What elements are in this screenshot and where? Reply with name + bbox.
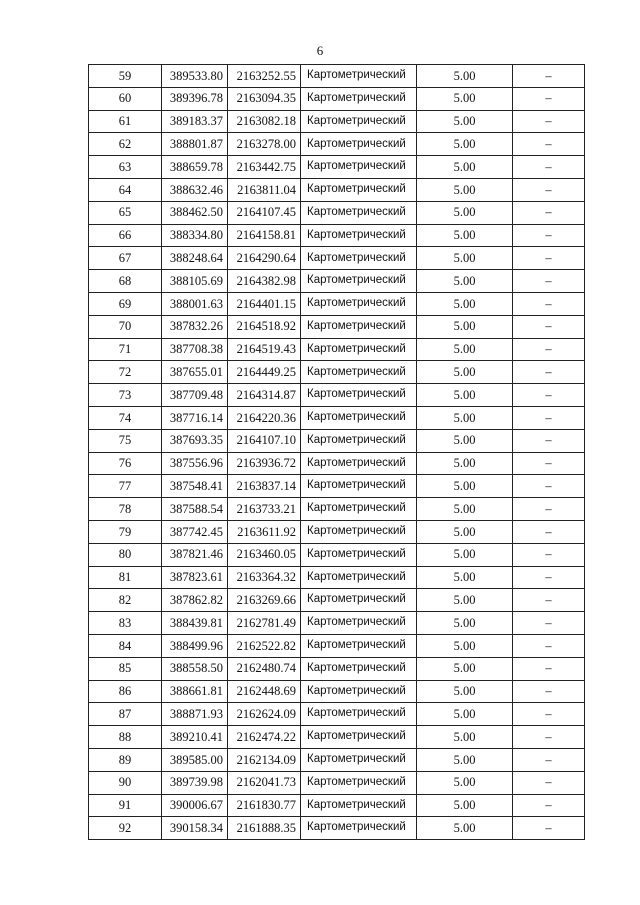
point-number-cell: 83: [89, 612, 162, 635]
method-cell: Картометрический: [301, 315, 417, 338]
table-row: [89, 133, 585, 156]
precision-cell: 5.00: [417, 817, 513, 840]
method-cell: Картометрический: [301, 270, 417, 293]
x-coordinate-cell: 387832.26: [162, 315, 228, 338]
extra-cell: –: [513, 543, 585, 566]
extra-cell: –: [513, 429, 585, 452]
point-number-cell: 66: [89, 224, 162, 247]
point-number-cell: 60: [89, 87, 162, 110]
precision-cell: 5.00: [417, 657, 513, 680]
table-row: [89, 543, 585, 566]
x-coordinate-cell: 387823.61: [162, 566, 228, 589]
method-cell: Картометрический: [301, 110, 417, 133]
precision-cell: 5.00: [417, 566, 513, 589]
method-cell: Картометрический: [301, 338, 417, 361]
y-coordinate-cell: 2162448.69: [228, 680, 301, 703]
table-row: [89, 589, 585, 612]
x-coordinate-cell: 387716.14: [162, 406, 228, 429]
point-number-cell: 72: [89, 361, 162, 384]
precision-cell: 5.00: [417, 315, 513, 338]
x-coordinate-cell: 388248.64: [162, 247, 228, 270]
y-coordinate-cell: 2163082.18: [228, 110, 301, 133]
table-row: [89, 156, 585, 179]
extra-cell: –: [513, 178, 585, 201]
method-cell: Картометрический: [301, 65, 417, 88]
extra-cell: –: [513, 224, 585, 247]
extra-cell: –: [513, 201, 585, 224]
point-number-cell: 86: [89, 680, 162, 703]
y-coordinate-cell: 2162781.49: [228, 612, 301, 635]
method-cell: Картометрический: [301, 657, 417, 680]
table-row: [89, 247, 585, 270]
extra-cell: –: [513, 703, 585, 726]
y-coordinate-cell: 2163364.32: [228, 566, 301, 589]
x-coordinate-cell: 387693.35: [162, 429, 228, 452]
y-coordinate-cell: 2163611.92: [228, 520, 301, 543]
y-coordinate-cell: 2163278.00: [228, 133, 301, 156]
y-coordinate-cell: 2164220.36: [228, 406, 301, 429]
extra-cell: –: [513, 247, 585, 270]
y-coordinate-cell: 2162474.22: [228, 726, 301, 749]
extra-cell: –: [513, 657, 585, 680]
y-coordinate-cell: 2164107.10: [228, 429, 301, 452]
method-cell: Картометрический: [301, 361, 417, 384]
precision-cell: 5.00: [417, 520, 513, 543]
method-cell: Картометрический: [301, 520, 417, 543]
page-number: 6: [316, 43, 324, 58]
point-number-cell: 71: [89, 338, 162, 361]
table-row: [89, 292, 585, 315]
precision-cell: 5.00: [417, 703, 513, 726]
point-number-cell: 65: [89, 201, 162, 224]
point-number-cell: 59: [89, 65, 162, 88]
x-coordinate-cell: 389183.37: [162, 110, 228, 133]
x-coordinate-cell: 388871.93: [162, 703, 228, 726]
extra-cell: –: [513, 726, 585, 749]
point-number-cell: 70: [89, 315, 162, 338]
x-coordinate-cell: 388632.46: [162, 178, 228, 201]
table-row: [89, 634, 585, 657]
precision-cell: 5.00: [417, 178, 513, 201]
extra-cell: –: [513, 270, 585, 293]
precision-cell: 5.00: [417, 270, 513, 293]
y-coordinate-cell: 2164107.45: [228, 201, 301, 224]
extra-cell: –: [513, 771, 585, 794]
point-number-cell: 91: [89, 794, 162, 817]
extra-cell: –: [513, 110, 585, 133]
extra-cell: –: [513, 452, 585, 475]
precision-cell: 5.00: [417, 338, 513, 361]
method-cell: Картометрический: [301, 589, 417, 612]
precision-cell: 5.00: [417, 361, 513, 384]
precision-cell: 5.00: [417, 384, 513, 407]
extra-cell: –: [513, 65, 585, 88]
table-row: [89, 270, 585, 293]
x-coordinate-cell: 387655.01: [162, 361, 228, 384]
precision-cell: 5.00: [417, 201, 513, 224]
extra-cell: –: [513, 133, 585, 156]
point-number-cell: 85: [89, 657, 162, 680]
table-row: [89, 475, 585, 498]
x-coordinate-cell: 388001.63: [162, 292, 228, 315]
method-cell: Картометрический: [301, 726, 417, 749]
y-coordinate-cell: 2162522.82: [228, 634, 301, 657]
point-number-cell: 69: [89, 292, 162, 315]
point-number-cell: 87: [89, 703, 162, 726]
x-coordinate-cell: 389533.80: [162, 65, 228, 88]
method-cell: Картометрический: [301, 498, 417, 521]
table-row: [89, 315, 585, 338]
method-cell: Картометрический: [301, 178, 417, 201]
y-coordinate-cell: 2163811.04: [228, 178, 301, 201]
extra-cell: –: [513, 292, 585, 315]
x-coordinate-cell: 387708.38: [162, 338, 228, 361]
point-number-cell: 73: [89, 384, 162, 407]
y-coordinate-cell: 2162480.74: [228, 657, 301, 680]
method-cell: Картометрический: [301, 429, 417, 452]
y-coordinate-cell: 2163936.72: [228, 452, 301, 475]
x-coordinate-cell: 389210.41: [162, 726, 228, 749]
table-row: [89, 748, 585, 771]
x-coordinate-cell: 388105.69: [162, 270, 228, 293]
method-cell: Картометрический: [301, 680, 417, 703]
method-cell: Картометрический: [301, 201, 417, 224]
method-cell: Картометрический: [301, 634, 417, 657]
table-row: [89, 612, 585, 635]
table-row: [89, 452, 585, 475]
x-coordinate-cell: 388558.50: [162, 657, 228, 680]
y-coordinate-cell: 2163837.14: [228, 475, 301, 498]
method-cell: Картометрический: [301, 703, 417, 726]
x-coordinate-cell: 388439.81: [162, 612, 228, 635]
table-row: [89, 87, 585, 110]
precision-cell: 5.00: [417, 589, 513, 612]
extra-cell: –: [513, 680, 585, 703]
point-number-cell: 92: [89, 817, 162, 840]
point-number-cell: 74: [89, 406, 162, 429]
method-cell: Картометрический: [301, 748, 417, 771]
point-number-cell: 89: [89, 748, 162, 771]
x-coordinate-cell: 389585.00: [162, 748, 228, 771]
table-row: [89, 65, 585, 88]
x-coordinate-cell: 390006.67: [162, 794, 228, 817]
x-coordinate-cell: 387742.45: [162, 520, 228, 543]
method-cell: Картометрический: [301, 156, 417, 179]
y-coordinate-cell: 2162624.09: [228, 703, 301, 726]
method-cell: Картометрический: [301, 817, 417, 840]
y-coordinate-cell: 2162041.73: [228, 771, 301, 794]
y-coordinate-cell: 2164290.64: [228, 247, 301, 270]
table-row: [89, 338, 585, 361]
table-row: [89, 178, 585, 201]
precision-cell: 5.00: [417, 156, 513, 179]
coordinates-table-body: [89, 65, 585, 840]
extra-cell: –: [513, 589, 585, 612]
point-number-cell: 80: [89, 543, 162, 566]
precision-cell: 5.00: [417, 110, 513, 133]
method-cell: Картометрический: [301, 475, 417, 498]
coordinates-table: [88, 64, 585, 840]
precision-cell: 5.00: [417, 292, 513, 315]
x-coordinate-cell: 389396.78: [162, 87, 228, 110]
method-cell: Картометрический: [301, 566, 417, 589]
point-number-cell: 77: [89, 475, 162, 498]
y-coordinate-cell: 2163442.75: [228, 156, 301, 179]
precision-cell: 5.00: [417, 247, 513, 270]
y-coordinate-cell: 2161888.35: [228, 817, 301, 840]
method-cell: Картометрический: [301, 292, 417, 315]
method-cell: Картометрический: [301, 224, 417, 247]
y-coordinate-cell: 2162134.09: [228, 748, 301, 771]
table-row: [89, 726, 585, 749]
table-row: [89, 361, 585, 384]
precision-cell: 5.00: [417, 498, 513, 521]
precision-cell: 5.00: [417, 87, 513, 110]
point-number-cell: 76: [89, 452, 162, 475]
table-row: [89, 520, 585, 543]
precision-cell: 5.00: [417, 748, 513, 771]
y-coordinate-cell: 2164314.87: [228, 384, 301, 407]
precision-cell: 5.00: [417, 224, 513, 247]
method-cell: Картометрический: [301, 612, 417, 635]
point-number-cell: 90: [89, 771, 162, 794]
table-row: [89, 657, 585, 680]
precision-cell: 5.00: [417, 65, 513, 88]
table-row: [89, 110, 585, 133]
precision-cell: 5.00: [417, 452, 513, 475]
point-number-cell: 81: [89, 566, 162, 589]
table-row: [89, 703, 585, 726]
precision-cell: 5.00: [417, 429, 513, 452]
y-coordinate-cell: 2164382.98: [228, 270, 301, 293]
extra-cell: –: [513, 87, 585, 110]
x-coordinate-cell: 387709.48: [162, 384, 228, 407]
precision-cell: 5.00: [417, 475, 513, 498]
extra-cell: –: [513, 406, 585, 429]
method-cell: Картометрический: [301, 384, 417, 407]
method-cell: Картометрический: [301, 771, 417, 794]
method-cell: Картометрический: [301, 133, 417, 156]
extra-cell: –: [513, 475, 585, 498]
precision-cell: 5.00: [417, 543, 513, 566]
y-coordinate-cell: 2164401.15: [228, 292, 301, 315]
precision-cell: 5.00: [417, 771, 513, 794]
table-row: [89, 224, 585, 247]
y-coordinate-cell: 2161830.77: [228, 794, 301, 817]
table-row: [89, 566, 585, 589]
extra-cell: –: [513, 384, 585, 407]
method-cell: Картометрический: [301, 452, 417, 475]
x-coordinate-cell: 387821.46: [162, 543, 228, 566]
extra-cell: –: [513, 361, 585, 384]
method-cell: Картометрический: [301, 247, 417, 270]
method-cell: Картометрический: [301, 87, 417, 110]
extra-cell: –: [513, 156, 585, 179]
point-number-cell: 79: [89, 520, 162, 543]
x-coordinate-cell: 389739.98: [162, 771, 228, 794]
x-coordinate-cell: 387548.41: [162, 475, 228, 498]
table-row: [89, 794, 585, 817]
table-row: [89, 201, 585, 224]
point-number-cell: 62: [89, 133, 162, 156]
extra-cell: –: [513, 794, 585, 817]
extra-cell: –: [513, 498, 585, 521]
x-coordinate-cell: 387588.54: [162, 498, 228, 521]
precision-cell: 5.00: [417, 406, 513, 429]
extra-cell: –: [513, 315, 585, 338]
precision-cell: 5.00: [417, 794, 513, 817]
x-coordinate-cell: 390158.34: [162, 817, 228, 840]
table-row: [89, 384, 585, 407]
point-number-cell: 67: [89, 247, 162, 270]
x-coordinate-cell: 388661.81: [162, 680, 228, 703]
x-coordinate-cell: 388462.50: [162, 201, 228, 224]
method-cell: Картометрический: [301, 543, 417, 566]
x-coordinate-cell: 387556.96: [162, 452, 228, 475]
x-coordinate-cell: 388334.80: [162, 224, 228, 247]
precision-cell: 5.00: [417, 726, 513, 749]
y-coordinate-cell: 2164449.25: [228, 361, 301, 384]
extra-cell: –: [513, 634, 585, 657]
table-row: [89, 680, 585, 703]
point-number-cell: 61: [89, 110, 162, 133]
extra-cell: –: [513, 748, 585, 771]
y-coordinate-cell: 2163252.55: [228, 65, 301, 88]
point-number-cell: 64: [89, 178, 162, 201]
extra-cell: –: [513, 612, 585, 635]
precision-cell: 5.00: [417, 133, 513, 156]
x-coordinate-cell: 388659.78: [162, 156, 228, 179]
point-number-cell: 68: [89, 270, 162, 293]
precision-cell: 5.00: [417, 612, 513, 635]
x-coordinate-cell: 388499.96: [162, 634, 228, 657]
x-coordinate-cell: 388801.87: [162, 133, 228, 156]
precision-cell: 5.00: [417, 634, 513, 657]
y-coordinate-cell: 2163460.05: [228, 543, 301, 566]
point-number-cell: 75: [89, 429, 162, 452]
table-row: [89, 406, 585, 429]
y-coordinate-cell: 2163269.66: [228, 589, 301, 612]
point-number-cell: 84: [89, 634, 162, 657]
point-number-cell: 88: [89, 726, 162, 749]
table-row: [89, 771, 585, 794]
table-row: [89, 429, 585, 452]
precision-cell: 5.00: [417, 680, 513, 703]
extra-cell: –: [513, 817, 585, 840]
table-row: [89, 498, 585, 521]
table-row: [89, 817, 585, 840]
method-cell: Картометрический: [301, 794, 417, 817]
point-number-cell: 82: [89, 589, 162, 612]
y-coordinate-cell: 2163094.35: [228, 87, 301, 110]
x-coordinate-cell: 387862.82: [162, 589, 228, 612]
extra-cell: –: [513, 338, 585, 361]
y-coordinate-cell: 2164158.81: [228, 224, 301, 247]
y-coordinate-cell: 2164519.43: [228, 338, 301, 361]
point-number-cell: 63: [89, 156, 162, 179]
point-number-cell: 78: [89, 498, 162, 521]
y-coordinate-cell: 2164518.92: [228, 315, 301, 338]
y-coordinate-cell: 2163733.21: [228, 498, 301, 521]
extra-cell: –: [513, 520, 585, 543]
extra-cell: –: [513, 566, 585, 589]
method-cell: Картометрический: [301, 406, 417, 429]
